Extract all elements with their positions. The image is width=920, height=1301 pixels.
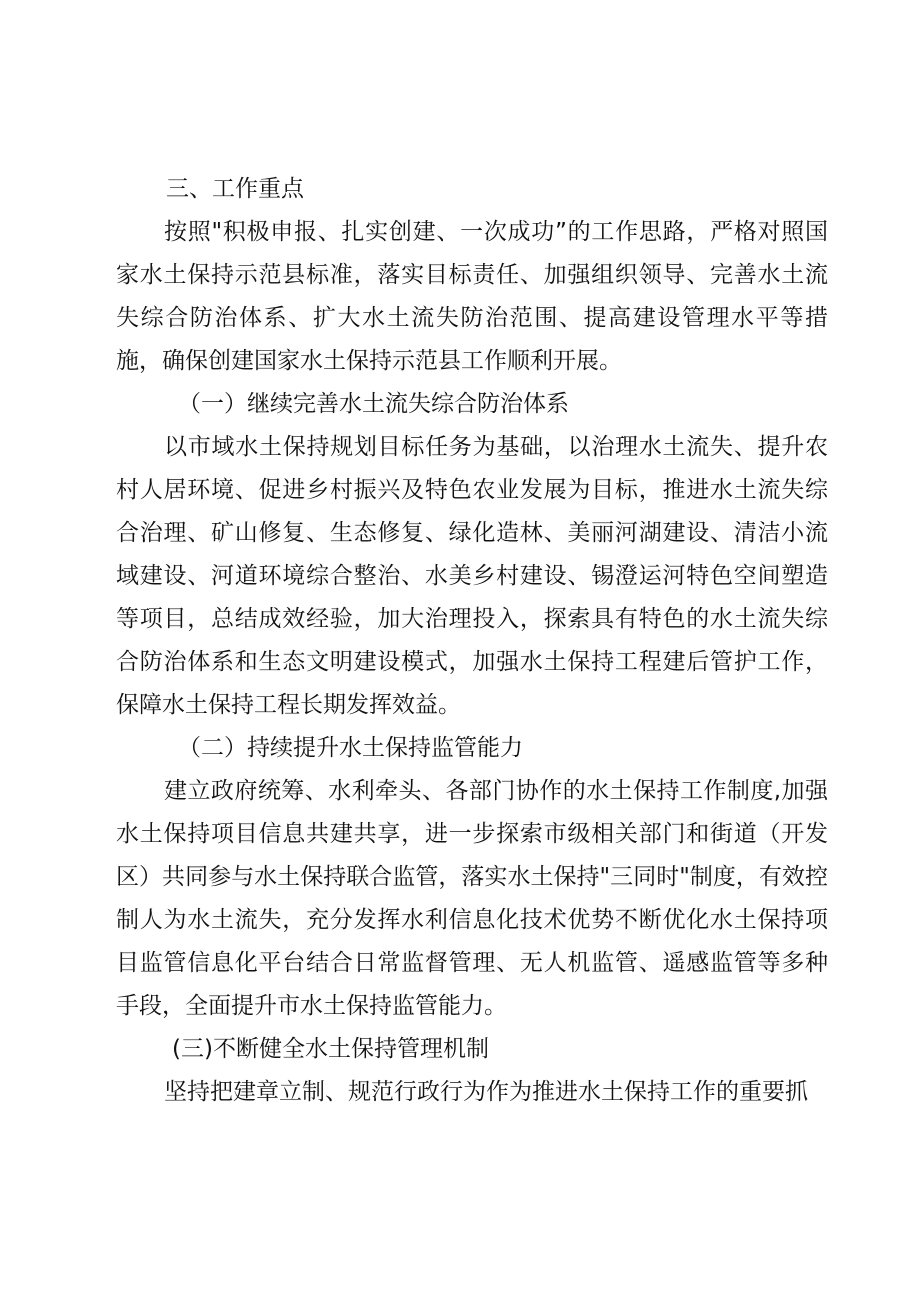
section-title: 三、工作重点 — [166, 176, 304, 202]
subsection-body: 建立政府统筹、水利牵头、各部门协作的水土保持工作制度,加强水土保持项目信息共建共享，进一步探索市级相关部门和街道（开发区）共同参与水土保持联合监管，落实水土保持"三同时"制度，有效控制人为水土流失，充分发挥水利信息化技术优势不断优化水土保持项目监管信息化平台结合日常监督管理、无人机监管、遥感监管等多种手段，全面提升市水土保持监管能力。 — [116, 778, 828, 1019]
subsection-title: (三)不断健全水土保持管理机制 — [172, 1036, 489, 1062]
subsection-body: 坚持把建章立制、规范行政行为作为推进水土保持工作的重要抓 — [164, 1079, 808, 1105]
intro-paragraph: 按照"积极申报、扎实创建、一次成功”的工作思路，严格对照国家水土保持示范县标准，落实目标责任、加强组织领导、完善水土流失综合防治体系、扩大水土流失防治范围、提高建设管理水平等措施，确保创建国家水土保持示范县工作顺利开展。 — [116, 219, 828, 374]
subsection-body: 以市域水土保持规划目标任务为基础，以治理水土流失、提升农村人居环境、促进乡村振兴及特色农业发展为目标，推进水土流失综合治理、矿山修复、生态修复、绿化造林、美丽河湖建设、清洁小流域建设、河道环境综合整治、水美乡村建设、锡澄运河特色空间塑造等项目，总结成效经验，加大治理投入，探索具有特色的水土流失综合防治体系和生态文明建设模式，加强水土保持工程建后管护工作，保障水土保持工程长期发挥效益。 — [116, 434, 828, 718]
document-body — [116, 168, 828, 1114]
subsection-title: （二）持续提升水土保持监管能力 — [178, 735, 523, 761]
subsection-title: （一）继续完善水土流失综合防治体系 — [178, 391, 569, 417]
